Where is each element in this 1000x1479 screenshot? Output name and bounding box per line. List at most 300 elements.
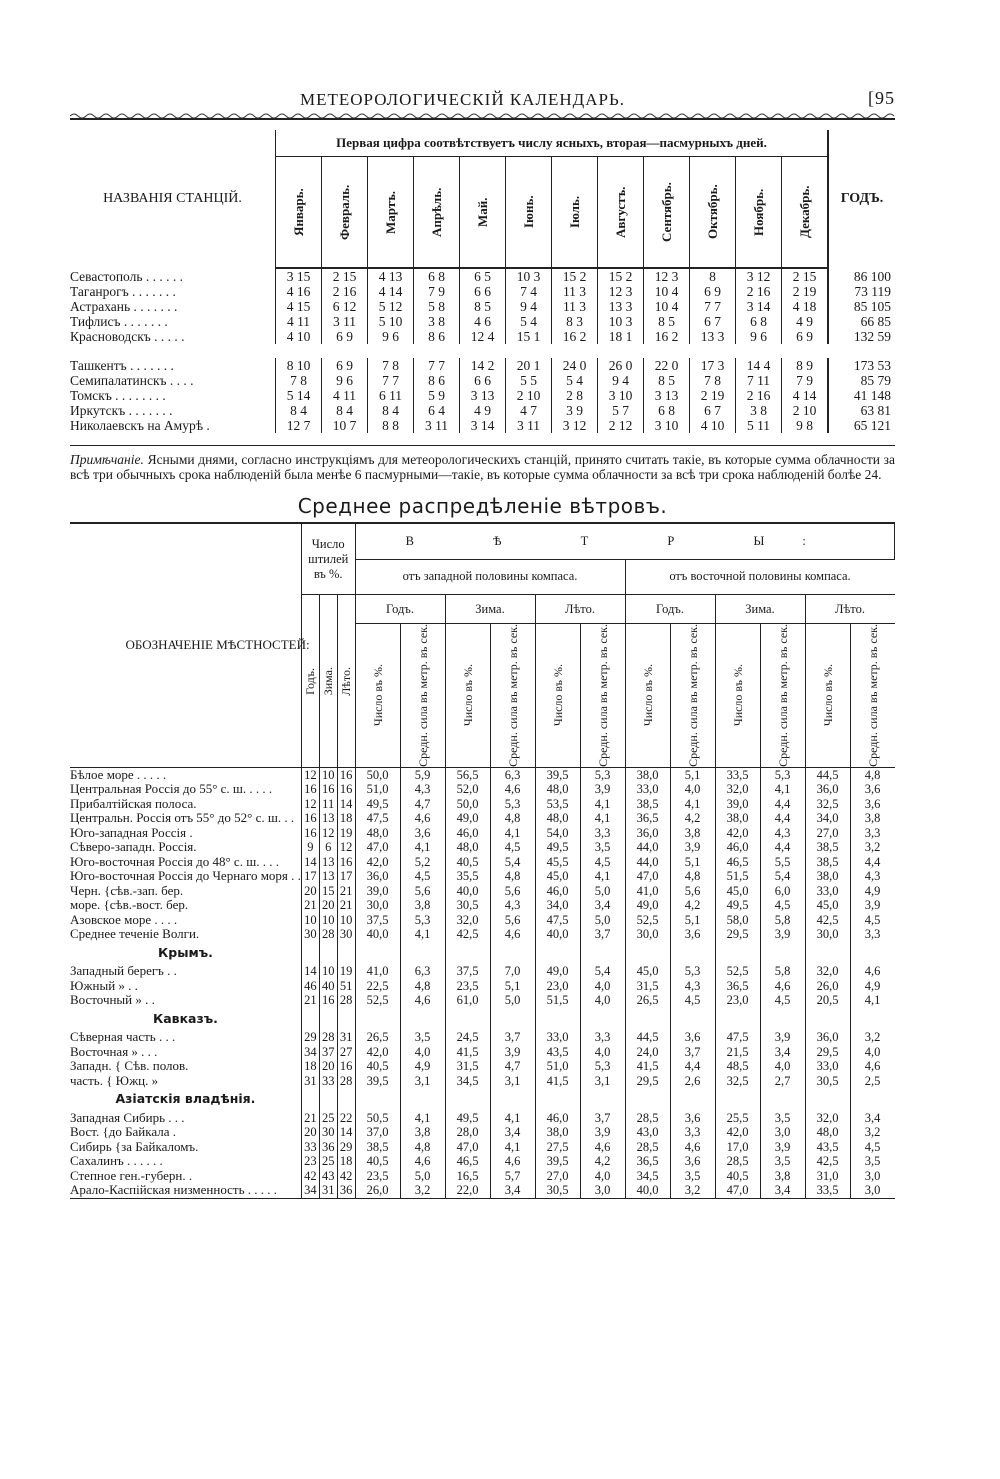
calm-value: 22 xyxy=(337,1111,355,1126)
calm-value: 34 xyxy=(301,1045,319,1060)
year-value: 65 121 xyxy=(828,418,895,433)
wind-value: 37,5 xyxy=(355,913,400,928)
wind-value: 4,3 xyxy=(760,826,805,841)
wind-value: 46,0 xyxy=(535,1111,580,1126)
calm-value: 14 xyxy=(301,855,319,870)
month-value: 6 12 xyxy=(322,299,368,314)
wind-value: 5,8 xyxy=(760,964,805,979)
calm-value: 20 xyxy=(301,1125,319,1140)
wind-value: 48,5 xyxy=(715,1059,760,1074)
wind-value: 3,9 xyxy=(580,782,625,797)
location-row xyxy=(70,1154,895,1169)
calm-value: 15 xyxy=(319,884,337,899)
calm-value: 30 xyxy=(337,927,355,942)
wind-value: 16,5 xyxy=(445,1169,490,1184)
calm-value: 14 xyxy=(337,797,355,812)
calm-value: 30 xyxy=(301,927,319,942)
calm-value: 16 xyxy=(337,782,355,797)
month-value: 6 4 xyxy=(414,403,460,418)
location-name: Степное ген.-губерн. . xyxy=(70,1169,301,1184)
wind-value: 3,5 xyxy=(670,1169,715,1184)
wind-value: 41,0 xyxy=(355,964,400,979)
location-row xyxy=(70,797,895,812)
wind-value: 21,5 xyxy=(715,1045,760,1060)
calm-value: 16 xyxy=(337,855,355,870)
wind-value: 45,0 xyxy=(535,869,580,884)
calm-value: 20 xyxy=(319,1059,337,1074)
wind-value: 5,3 xyxy=(670,964,715,979)
month-value: 3 11 xyxy=(506,418,552,433)
month-value: 8 6 xyxy=(414,329,460,344)
calm-value: 34 xyxy=(301,1183,319,1198)
month-value: 3 10 xyxy=(598,388,644,403)
location-name: Вост. {до Байкала . xyxy=(70,1125,301,1140)
wind-value: 3,9 xyxy=(760,1030,805,1045)
location-name: Южный » . . xyxy=(70,979,301,994)
year-value: 86 100 xyxy=(828,268,895,284)
wind-value: 3,6 xyxy=(670,927,715,942)
wind-value: 39,5 xyxy=(355,1074,400,1089)
calm-value: 13 xyxy=(319,811,337,826)
wind-value: 50,0 xyxy=(355,767,400,782)
calm-value: 21 xyxy=(301,1111,319,1126)
wind-value: 33,0 xyxy=(535,1030,580,1045)
wind-value: 4,1 xyxy=(580,811,625,826)
value-col-label: Число въ %. xyxy=(370,664,385,727)
month-value: 5 5 xyxy=(506,373,552,388)
station-name: Томскъ . . . . . . . . xyxy=(70,388,276,403)
wind-value: 45,0 xyxy=(805,898,850,913)
wind-value: 37,5 xyxy=(445,964,490,979)
year-value: 41 148 xyxy=(828,388,895,403)
wind-value: 4,1 xyxy=(670,797,715,812)
wind-value: 3,5 xyxy=(760,1111,805,1126)
wind-value: 5,4 xyxy=(760,869,805,884)
wind-value: 5,9 xyxy=(400,767,445,782)
wind-value: 34,5 xyxy=(625,1169,670,1184)
value-col-label: Средн. сила въ метр. въ сек. xyxy=(415,624,430,767)
station-row xyxy=(70,268,895,284)
station-row xyxy=(70,329,895,344)
calm-value: 14 xyxy=(301,964,319,979)
calm-value: 13 xyxy=(319,869,337,884)
calm-value: 21 xyxy=(337,884,355,899)
wind-value: 4,5 xyxy=(760,993,805,1008)
wind-value: 4,1 xyxy=(760,782,805,797)
wind-value: 42,0 xyxy=(355,1045,400,1060)
wind-value: 40,5 xyxy=(715,1169,760,1184)
wind-value: 4,9 xyxy=(400,1059,445,1074)
section-heading: Кавказъ. xyxy=(70,1008,301,1031)
wind-value: 31,5 xyxy=(625,979,670,994)
wind-value: 3,9 xyxy=(670,840,715,855)
location-row xyxy=(70,898,895,913)
calm-value: 16 xyxy=(337,767,355,782)
wind-value: 39,5 xyxy=(535,1154,580,1169)
wind-value: 40,0 xyxy=(445,884,490,899)
month-value: 26 0 xyxy=(598,358,644,373)
month-value: 3 11 xyxy=(414,418,460,433)
location-name: Восточный » . . xyxy=(70,993,301,1008)
month-value: 3 8 xyxy=(414,314,460,329)
calm-value: 12 xyxy=(319,826,337,841)
month-value: 2 16 xyxy=(322,284,368,299)
wind-value: 4,1 xyxy=(490,1111,535,1126)
wind-value: 30,5 xyxy=(445,898,490,913)
wind-value: 26,5 xyxy=(625,993,670,1008)
wind-value: 4,0 xyxy=(580,1169,625,1184)
station-row xyxy=(70,418,895,433)
station-row xyxy=(70,373,895,388)
wind-value: 24,5 xyxy=(445,1030,490,1045)
wind-value: 4,0 xyxy=(580,993,625,1008)
value-col-header xyxy=(805,624,850,768)
month-value: 8 6 xyxy=(414,373,460,388)
wind-value: 27,5 xyxy=(535,1140,580,1155)
month-value: 3 12 xyxy=(552,418,598,433)
wind-value: 58,0 xyxy=(715,913,760,928)
wind-value: 22,5 xyxy=(355,979,400,994)
calm-value: 18 xyxy=(301,1059,319,1074)
wind-value: 4,9 xyxy=(864,978,881,993)
station-name: Ташкентъ . . . . . . . xyxy=(70,358,276,373)
month-value: 6 8 xyxy=(644,403,690,418)
wind-value: 6,0 xyxy=(760,884,805,899)
station-name: Севастополь . . . . . . xyxy=(70,268,276,284)
wind-value: 42,5 xyxy=(805,913,850,928)
station-name: Иркутскъ . . . . . . . xyxy=(70,403,276,418)
wind-value: 3,9 xyxy=(760,927,805,942)
wind-value: 4,6 xyxy=(490,1154,535,1169)
wind-value: 3,6 xyxy=(864,796,881,811)
wind-value: 43,0 xyxy=(625,1125,670,1140)
location-name: Азовское море . . . . xyxy=(70,913,301,928)
wind-value: 38,0 xyxy=(805,869,850,884)
wind-value: 48,0 xyxy=(445,840,490,855)
wind-value: 3,5 xyxy=(400,1030,445,1045)
wind-value: 33,5 xyxy=(805,1183,850,1198)
footnote-text: Ясными днями, согласно инструкціямъ для метеорологическихъ станцій, принято считать такіе, въ которые сумма облачности за всѣ три обычныхъ срока наблюденій была менѣе 6 пасмурными—такіе, въ которые сумма облачности за всѣ три срока наблюденій болѣе 24. xyxy=(70,452,895,482)
wind-value: 30,0 xyxy=(355,898,400,913)
wind-value: 56,5 xyxy=(445,767,490,782)
month-value: 6 8 xyxy=(736,314,782,329)
calm-value: 28 xyxy=(337,1074,355,1089)
wind-value: 3,4 xyxy=(864,1110,881,1125)
wind-value: 50,0 xyxy=(445,797,490,812)
wind-value: 36,0 xyxy=(355,869,400,884)
wind-value: 26,0 xyxy=(805,979,850,994)
month-value: 4 11 xyxy=(322,388,368,403)
wind-value: 4,2 xyxy=(670,898,715,913)
wind-value: 4,0 xyxy=(864,1044,881,1059)
wind-value: 27,0 xyxy=(805,826,850,841)
value-col-label: Средн. сила въ метр. въ сек. xyxy=(865,624,880,767)
calm-value: 43 xyxy=(319,1169,337,1184)
month-value: 13 3 xyxy=(690,329,736,344)
station-row xyxy=(70,403,895,418)
year-header: ГОДЪ. xyxy=(828,130,895,268)
month-value: 9 4 xyxy=(598,373,644,388)
wind-value: 4,6 xyxy=(490,927,535,942)
location-row xyxy=(70,782,895,797)
calm-value: 19 xyxy=(337,826,355,841)
location-name: Юго-восточная Россія до 48° с. ш. . . . xyxy=(70,855,301,870)
calm-value: 42 xyxy=(337,1169,355,1184)
wind-value: 24,0 xyxy=(625,1045,670,1060)
wind-value: 31,5 xyxy=(445,1059,490,1074)
month-value: 18 1 xyxy=(598,329,644,344)
calm-value: 28 xyxy=(337,993,355,1008)
month-value: 7 9 xyxy=(414,284,460,299)
wind-value: 3,4 xyxy=(490,1183,535,1198)
wind-value: 4,3 xyxy=(670,979,715,994)
month-value: 4 16 xyxy=(276,284,322,299)
month-header xyxy=(460,157,506,269)
month-label: Іюль. xyxy=(566,195,582,229)
wind-value: 46,5 xyxy=(445,1154,490,1169)
wind-value: 23,0 xyxy=(535,979,580,994)
month-value: 10 4 xyxy=(644,284,690,299)
calm-value: 33 xyxy=(319,1074,337,1089)
wind-value: 2,5 xyxy=(864,1073,881,1088)
location-row xyxy=(70,811,895,826)
calm-value: 36 xyxy=(319,1140,337,1155)
value-col-label: Число въ %. xyxy=(640,664,655,727)
wind-value: 28,0 xyxy=(445,1125,490,1140)
wind-value: 4,5 xyxy=(864,912,881,927)
wind-value: 23,0 xyxy=(715,993,760,1008)
wind-value: 45,0 xyxy=(625,964,670,979)
wind-value: 32,5 xyxy=(805,797,850,812)
wind-value: 41,0 xyxy=(625,884,670,899)
location-name: Центральная Россія до 55° с. ш. . . . . xyxy=(70,782,301,797)
month-value: 9 8 xyxy=(782,418,829,433)
wind-value: 3,5 xyxy=(760,1154,805,1169)
wind-value: 3,5 xyxy=(580,840,625,855)
month-value: 7 9 xyxy=(782,373,829,388)
month-label: Январь. xyxy=(290,188,306,236)
wind-value: 45,0 xyxy=(715,884,760,899)
wind-value: 4,6 xyxy=(580,1140,625,1155)
calm-value: 14 xyxy=(337,1125,355,1140)
month-value: 3 12 xyxy=(736,268,782,284)
value-col-header xyxy=(535,624,580,768)
location-name: Западный берегъ . . xyxy=(70,964,301,979)
wind-value: 4,5 xyxy=(760,898,805,913)
year-value: 132 59 xyxy=(828,329,895,344)
month-value: 17 3 xyxy=(690,358,736,373)
month-value: 9 6 xyxy=(368,329,414,344)
wind-value: 20,5 xyxy=(805,993,850,1008)
month-value: 15 2 xyxy=(598,268,644,284)
wind-value: 3,1 xyxy=(400,1074,445,1089)
value-col-header xyxy=(445,624,490,768)
wind-value: 47,0 xyxy=(625,869,670,884)
month-value: 2 8 xyxy=(552,388,598,403)
wind-value: 49,0 xyxy=(625,898,670,913)
wind-value: 3,8 xyxy=(400,898,445,913)
wind-value: 4,2 xyxy=(670,811,715,826)
location-row xyxy=(70,993,895,1008)
year-value: 173 53 xyxy=(828,358,895,373)
wind-value: 32,0 xyxy=(445,913,490,928)
month-label: Сентябрь. xyxy=(658,182,674,242)
location-name: Черн. {сѣв.-зап. бер. xyxy=(70,884,301,899)
wind-value: 4,1 xyxy=(580,797,625,812)
wind-value: 28,5 xyxy=(625,1140,670,1155)
wind-value: 47,0 xyxy=(355,840,400,855)
wind-value: 61,0 xyxy=(445,993,490,1008)
group-gap xyxy=(70,344,895,358)
wind-value: 38,5 xyxy=(805,855,850,870)
wind-value: 54,0 xyxy=(535,826,580,841)
location-name: Сахалинъ . . . . . . xyxy=(70,1154,301,1169)
month-value: 10 4 xyxy=(644,299,690,314)
wind-value: 41,5 xyxy=(625,1059,670,1074)
value-col-header xyxy=(715,624,760,768)
month-value: 3 13 xyxy=(460,388,506,403)
wind-value: 41,5 xyxy=(445,1045,490,1060)
wind-value: 3,9 xyxy=(490,1045,535,1060)
wind-value: 4,6 xyxy=(400,1154,445,1169)
station-name: Николаевскъ на Амурѣ . xyxy=(70,418,276,433)
wind-value: 47,0 xyxy=(715,1183,760,1198)
wind-value: 4,1 xyxy=(400,1111,445,1126)
month-value: 4 10 xyxy=(690,418,736,433)
period-header: Годъ. xyxy=(625,595,715,624)
table1-caption: Первая цифра соотвѣтствуетъ числу ясныхъ, вторая—пасмурныхъ дней. xyxy=(276,130,829,157)
wind-value: 47,5 xyxy=(535,913,580,928)
wind-value: 4,4 xyxy=(760,797,805,812)
wind-value: 48,0 xyxy=(355,826,400,841)
wind-value: 3,3 xyxy=(670,1125,715,1140)
month-value: 14 2 xyxy=(460,358,506,373)
month-value: 12 4 xyxy=(460,329,506,344)
wind-value: 17,0 xyxy=(715,1140,760,1155)
wind-value: 4,7 xyxy=(400,797,445,812)
decorative-wave-rule xyxy=(70,118,895,130)
wind-value: 4,6 xyxy=(864,1059,881,1074)
wind-value: 40,5 xyxy=(355,1059,400,1074)
wind-value: 3,7 xyxy=(580,1111,625,1126)
wind-value: 25,5 xyxy=(715,1111,760,1126)
wind-value: 4,4 xyxy=(670,1059,715,1074)
calm-sub-header xyxy=(301,595,319,768)
wind-value: 44,0 xyxy=(625,855,670,870)
calm-value: 21 xyxy=(337,898,355,913)
wind-value: 4,8 xyxy=(670,869,715,884)
wind-value: 5,1 xyxy=(490,979,535,994)
month-header xyxy=(736,157,782,269)
wind-value: 4,3 xyxy=(400,782,445,797)
month-value: 2 16 xyxy=(736,284,782,299)
wind-value: 5,1 xyxy=(670,855,715,870)
month-value: 2 10 xyxy=(506,388,552,403)
wind-value: 32,0 xyxy=(805,964,850,979)
month-value: 7 8 xyxy=(690,373,736,388)
footnote xyxy=(70,445,895,482)
section-row xyxy=(70,942,895,965)
footnote-label: Примѣчаніе. xyxy=(70,452,144,467)
wind-value: 40,5 xyxy=(355,1154,400,1169)
wind-value: 5,3 xyxy=(580,767,625,782)
wind-value: 42,0 xyxy=(715,826,760,841)
section-title: Среднее распредѣленіе вѣтровъ. xyxy=(297,494,668,518)
calm-value: 16 xyxy=(319,782,337,797)
value-col-label: Средн. сила въ метр. въ сек. xyxy=(685,624,700,767)
month-value: 7 8 xyxy=(276,373,322,388)
wind-value: 46,0 xyxy=(535,884,580,899)
wind-value: 49,5 xyxy=(715,898,760,913)
wind-value: 3,4 xyxy=(490,1125,535,1140)
station-row xyxy=(70,388,895,403)
month-value: 3 11 xyxy=(322,314,368,329)
value-col-label: Средн. сила въ метр. въ сек. xyxy=(595,624,610,767)
calm-value: 9 xyxy=(301,840,319,855)
wind-value: 28,5 xyxy=(715,1154,760,1169)
wind-value: 5,1 xyxy=(670,767,715,782)
wind-value: 47,0 xyxy=(445,1140,490,1155)
month-value: 12 3 xyxy=(644,268,690,284)
wind-value: 41,5 xyxy=(535,1074,580,1089)
wind-value: 49,0 xyxy=(445,811,490,826)
location-row xyxy=(70,1183,895,1198)
calm-value: 10 xyxy=(319,767,337,782)
wind-value: 30,5 xyxy=(535,1183,580,1198)
wind-value: 6,3 xyxy=(400,964,445,979)
calm-value: 16 xyxy=(301,782,319,797)
location-row xyxy=(70,1111,895,1126)
month-value: 6 9 xyxy=(690,284,736,299)
winds-header: В Ѣ Т Р Ы: xyxy=(355,523,895,559)
calm-value: 27 xyxy=(337,1045,355,1060)
month-value: 11 3 xyxy=(552,299,598,314)
location-row xyxy=(70,884,895,899)
calm-value: 51 xyxy=(337,979,355,994)
wind-value: 4,5 xyxy=(670,993,715,1008)
wind-value: 36,0 xyxy=(805,1030,850,1045)
wind-value: 5,4 xyxy=(580,964,625,979)
value-col-label: Средн. сила въ метр. въ сек. xyxy=(505,624,520,767)
wind-value: 5,1 xyxy=(670,913,715,928)
calm-value: 40 xyxy=(319,979,337,994)
wind-value: 4,6 xyxy=(670,1140,715,1155)
wind-value: 4,5 xyxy=(490,840,535,855)
calm-value: 20 xyxy=(319,898,337,913)
calm-value: 33 xyxy=(301,1140,319,1155)
wind-value: 3,4 xyxy=(760,1183,805,1198)
location-row xyxy=(70,840,895,855)
location-row xyxy=(70,1045,895,1060)
wind-value: 3,7 xyxy=(670,1045,715,1060)
wind-value: 23,5 xyxy=(355,1169,400,1184)
month-value: 8 4 xyxy=(368,403,414,418)
wind-value: 51,5 xyxy=(535,993,580,1008)
wind-value: 6,3 xyxy=(490,767,535,782)
location-row xyxy=(70,855,895,870)
location-row xyxy=(70,1125,895,1140)
wind-value: 3,3 xyxy=(864,927,881,942)
wind-value: 38,5 xyxy=(805,840,850,855)
month-value: 8 5 xyxy=(460,299,506,314)
calm-value: 25 xyxy=(319,1154,337,1169)
wind-value: 3,9 xyxy=(864,898,881,913)
wind-value: 3,6 xyxy=(400,826,445,841)
wind-value: 32,5 xyxy=(715,1074,760,1089)
location-row xyxy=(70,1140,895,1155)
wind-value: 40,5 xyxy=(445,855,490,870)
month-value: 11 3 xyxy=(552,284,598,299)
